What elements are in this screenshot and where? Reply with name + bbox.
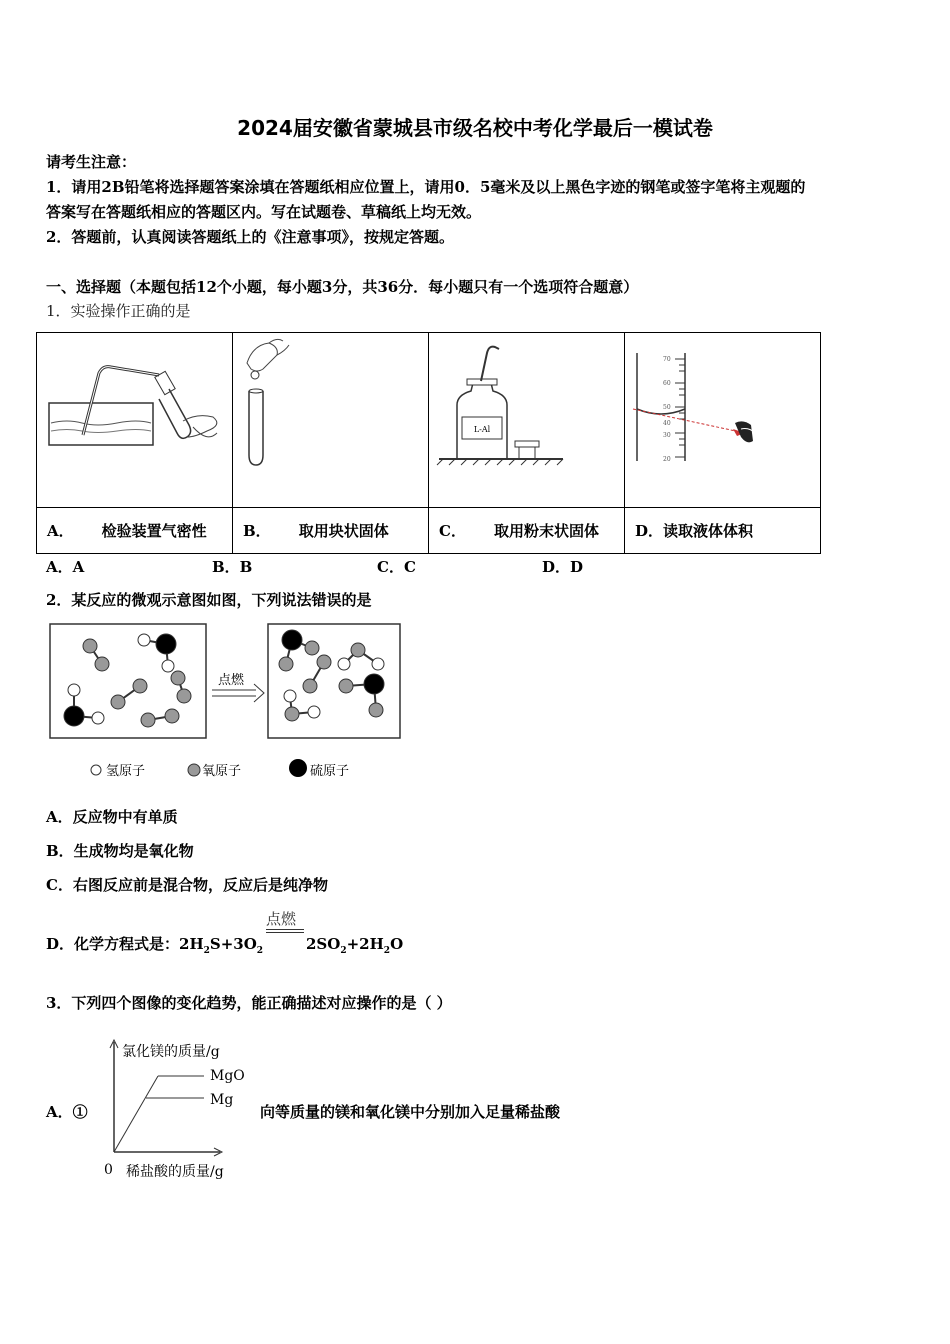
page-title: 2024届安徽省蒙城县市级名校中考化学最后一模试卷 (237, 116, 713, 140)
bottle-label-text: L-Al (473, 425, 491, 434)
series-mg-label: Mg (210, 1092, 234, 1108)
arrow-label: 点燃 (218, 673, 245, 688)
q2-option-c[interactable]: C．右图反应前是混合物，反应后是纯净物 (46, 876, 328, 894)
q3-stem: 3．下列四个图像的变化趋势，能正确描述对应操作的是（ ） (46, 994, 452, 1012)
notice-line-1: 1．请用2B铅笔将选择题答案涂填在答题纸相应位置上，请用0．5毫米及以上黑色字迹的钢笔或签字笔将主观题的 (46, 178, 806, 196)
tick-label: 40 (663, 420, 671, 427)
equation-bar-top (266, 929, 304, 930)
tick-label: 50 (663, 404, 671, 411)
legend-oxygen: 氧原子 (202, 764, 242, 779)
q2-option-b[interactable]: B．生成物均是氧化物 (46, 842, 194, 860)
q1-caption-d: D．读取液体体积 (625, 508, 821, 554)
tick-label: 30 (663, 432, 671, 439)
equation-products: $2SO_2+2H_2O$ (306, 935, 404, 956)
q1-answer-b[interactable]: B．B (212, 558, 253, 576)
origin-label: 0 (104, 1162, 113, 1178)
q3-option-a-label[interactable]: A．① (46, 1103, 88, 1121)
q3-option-a-desc: 向等质量的镁和氧化镁中分别加入足量稀盐酸 (260, 1103, 561, 1121)
q1-stem: 1．实验操作正确的是 (46, 302, 191, 320)
tick-label: 70 (663, 356, 671, 363)
legend-hydrogen: 氢原子 (106, 764, 146, 779)
equation-condition: 点燃 (266, 910, 297, 928)
y-axis-label: 氯化镁的质量/g (122, 1044, 220, 1060)
q1-answer-a[interactable]: A．A (46, 558, 85, 576)
q3-graph-1 (96, 1036, 256, 1186)
q1-image-a (37, 333, 233, 508)
q2-option-a[interactable]: A．反应物中有单质 (46, 808, 178, 826)
reagent-bottle-drawing (429, 333, 624, 503)
airtightness-apparatus-drawing (37, 333, 232, 503)
legend-sulfur: 硫原子 (310, 764, 350, 779)
q2-option-d-prefix: D．化学方程式是： (46, 935, 180, 953)
x-axis-label: 稀盐酸的质量/g (126, 1164, 224, 1180)
q2-option-d[interactable]: D．化学方程式是：$2H_2S+3O_2$ (46, 935, 264, 956)
q1-image-c (429, 333, 625, 508)
section-heading: 一、选择题（本题包括12个小题，每小题3分，共36分．每小题只有一个选项符合题意） (46, 278, 639, 296)
reaction-micro-diagram (44, 620, 414, 790)
q1-options-table (36, 332, 821, 554)
q1-answer-c[interactable]: C．C (377, 558, 416, 576)
notice-line-1b: 答案写在答题纸相应的答题区内。写在试题卷、草稿纸上均无效。 (46, 203, 482, 221)
q1-caption-c: C． 取用粉末状固体 (429, 508, 625, 554)
tick-label: 20 (663, 456, 671, 463)
q2-stem: 2．某反应的微观示意图如图，下列说法错误的是 (46, 591, 372, 609)
q1-image-b (233, 333, 429, 508)
notice-heading: 请考生注意： (46, 153, 137, 171)
tick-label: 60 (663, 380, 671, 387)
q1-answer-d[interactable]: D．D (542, 558, 584, 576)
q1-image-d (625, 333, 821, 508)
notice-line-2: 2．答题前，认真阅读答题纸上的《注意事项》，按规定答题。 (46, 228, 454, 246)
test-tube-drawing (233, 333, 428, 503)
graduated-cylinder-drawing (625, 333, 820, 503)
series-mgo-label: MgO (210, 1068, 245, 1084)
q1-caption-a: A． 检验装置气密性 (37, 508, 233, 554)
equation-bar-bottom (266, 932, 304, 933)
q1-caption-b: B． 取用块状固体 (233, 508, 429, 554)
